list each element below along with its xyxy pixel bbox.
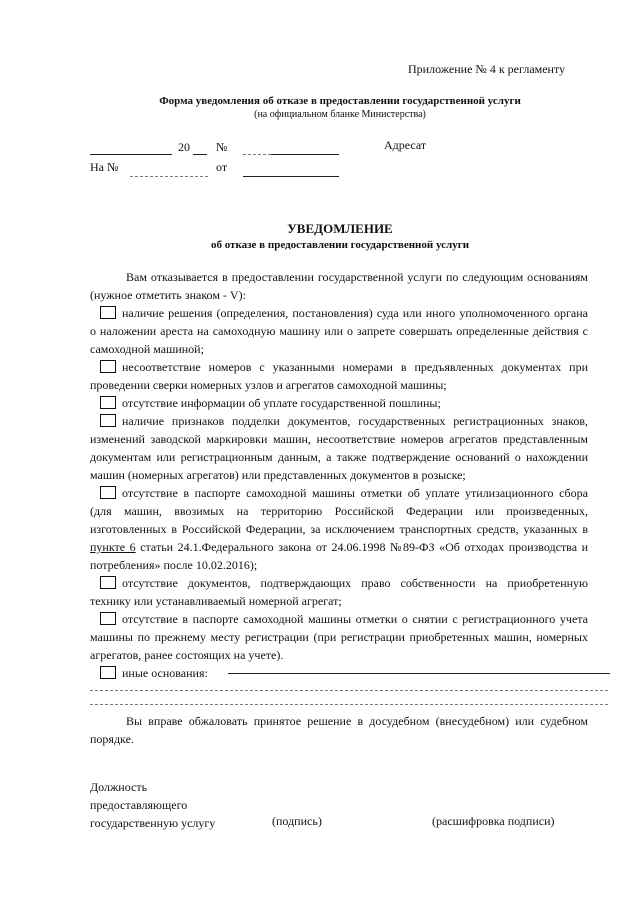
number-line bbox=[271, 154, 339, 155]
date-line bbox=[90, 154, 172, 155]
reason-text: иные основания: bbox=[122, 666, 208, 680]
reason-item bbox=[90, 412, 588, 484]
reason-checkbox[interactable] bbox=[100, 666, 116, 679]
year-prefix: 20 bbox=[178, 140, 190, 154]
na-label: На № bbox=[90, 160, 119, 174]
number-line-dash bbox=[243, 154, 271, 155]
ot-label: от bbox=[216, 160, 228, 174]
reason-checkbox[interactable] bbox=[100, 612, 116, 625]
reason-item bbox=[90, 304, 588, 358]
reason-text: наличие решения (определения, постановления) суда или иного уполномоченного органа о наложении ареста на самоходную машину или о запрете совершать определенные действия с самоходной машиной; bbox=[90, 306, 588, 356]
form-subtitle: (на официальном бланке Министерства) bbox=[254, 109, 426, 120]
number-label: № bbox=[216, 140, 228, 154]
reason-item bbox=[90, 574, 588, 610]
reason-text: наличие признаков подделки документов, государственных регистрационных знаков, изменений заводской маркировки машин, несоответствие номеров агрегатов представленным документам или регистрационным данным, а также подтверждение оснований о нахождении машин (номерных агрегатов) или представленных документов в розыске; bbox=[90, 414, 588, 482]
reason-item bbox=[90, 358, 588, 394]
notice-subtitle: об отказе в предоставлении государственной услуги bbox=[210, 239, 470, 251]
reason-checkbox[interactable] bbox=[100, 396, 116, 409]
reason-item bbox=[90, 394, 588, 412]
appendix-label: Приложение № 4 к регламенту bbox=[408, 62, 566, 76]
reason-checkbox[interactable] bbox=[100, 576, 116, 589]
reason-text: отсутствие в паспорте самоходной машины отметки об уплате утилизационного сбора (для машин, ввозимых на территорию Российской Федерации или произведенных, изготовленных в Российской Федерации, за исключением транспортных средств, указанных в bbox=[90, 486, 588, 536]
notice-body bbox=[90, 268, 588, 682]
year-line bbox=[193, 154, 207, 155]
reason-text: отсутствие документов, подтверждающих право собственности на приобретенную технику или устанавливаемый номерной агрегат; bbox=[90, 576, 588, 608]
other-reasons-line-2[interactable] bbox=[90, 690, 608, 691]
position-line1: Должность bbox=[90, 780, 148, 794]
signature-label: (подпись) bbox=[272, 814, 322, 828]
reason-item bbox=[90, 610, 588, 664]
reason-text: отсутствие информации об уплате государственной пошлины; bbox=[122, 396, 441, 410]
law-link[interactable]: пункте 6 bbox=[90, 540, 136, 554]
position-line3: государственную услугу bbox=[90, 816, 216, 830]
other-reasons-line-3[interactable] bbox=[90, 704, 608, 705]
intro-text: Вам отказывается в предоставлении государственной услуги по следующим основаниям (нужное отметить знаком - V): bbox=[90, 270, 588, 302]
appeal-block bbox=[90, 712, 588, 748]
reason-text: статьи 24.1.Федерального закона от 24.06.1998 №89-ФЗ «Об отходах производства и потребления» после 10.02.2016); bbox=[90, 540, 589, 572]
form-title: Форма уведомления об отказе в предоставлении государственной услуги bbox=[159, 95, 521, 107]
appeal-text: Вы вправе обжаловать принятое решение в досудебном (внесудебном) или судебном порядке. bbox=[90, 714, 588, 746]
reason-text: отсутствие в паспорте самоходной машины отметки о снятии с регистрационного учета машины по прежнему месту регистрации (при регистрации приобретенных машин, номерных агрегатов, ранее состоящих на учете). bbox=[90, 612, 588, 662]
reason-checkbox[interactable] bbox=[100, 360, 116, 373]
ot-line bbox=[243, 176, 339, 177]
reason-text: несоответствие номеров с указанными номерами в предъявленных документах при проведении сверки номерных узлов и агрегатов самоходной машины; bbox=[90, 360, 588, 392]
position-line2: предоставляющего bbox=[90, 798, 188, 812]
reason-checkbox[interactable] bbox=[100, 486, 116, 499]
na-line bbox=[130, 176, 208, 177]
reason-checkbox[interactable] bbox=[100, 414, 116, 427]
addressee-label: Адресат bbox=[384, 138, 427, 152]
other-reasons-line[interactable] bbox=[228, 673, 610, 674]
notice-title: УВЕДОМЛЕНИЕ bbox=[287, 221, 393, 236]
signature-decoding-label: (расшифровка подписи) bbox=[432, 814, 555, 828]
reason-checkbox[interactable] bbox=[100, 306, 116, 319]
reason-item bbox=[90, 484, 588, 574]
